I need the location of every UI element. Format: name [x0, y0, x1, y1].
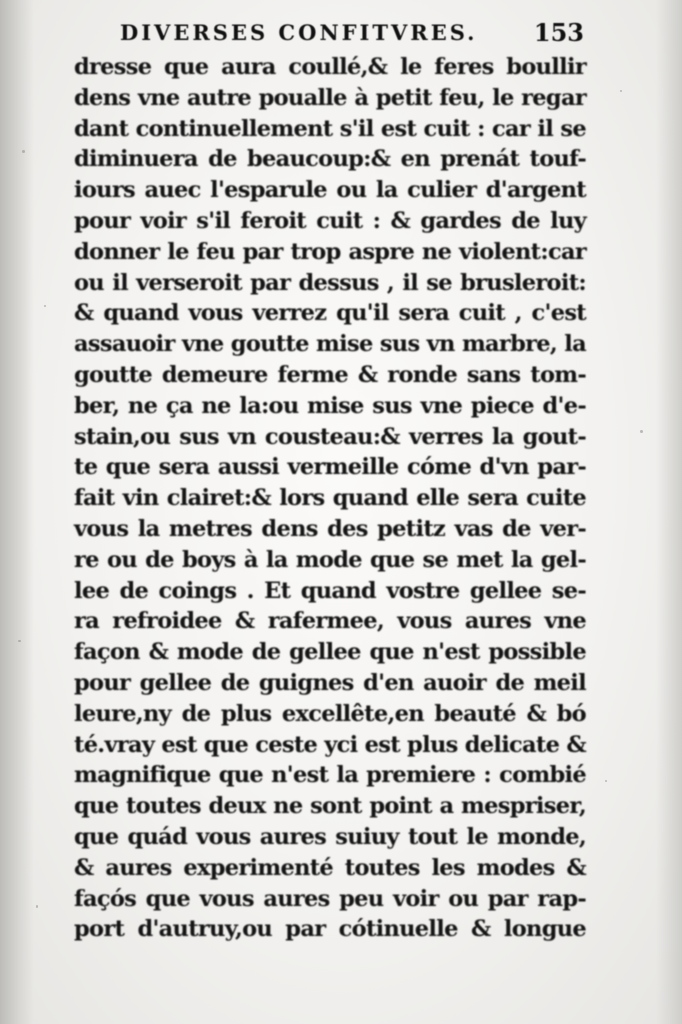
- paper-speck: [22, 150, 25, 153]
- text-line: port d'autruy,ou par cótinuelle & longue: [74, 916, 586, 943]
- text-line: que toutes deux ne sont point a mespriser,: [74, 793, 586, 820]
- paper-speck: [44, 305, 46, 307]
- text-line: assauoir vne goutte mise sus vn marbre, la: [74, 331, 586, 358]
- page-right-edge-shadow: [656, 0, 682, 1024]
- page-left-edge-shadow: [0, 0, 34, 1024]
- text-line: pour gellee de guignes d'en auoir de meil: [74, 669, 586, 696]
- text-line: vous la metres dens des petitz vas de ver-: [74, 515, 586, 542]
- text-line: ra refroidee & rafermee, vous aures vne: [74, 608, 586, 635]
- page-header: [120, 14, 590, 54]
- text-line: pour voir s'il feroit cuit : & gardes de luy: [74, 207, 586, 234]
- page-number: 153: [533, 18, 584, 47]
- text-line: & quand vous verrez qu'il sera cuit , c'est: [74, 300, 586, 327]
- text-line: lee de coings . Et quand vostre gellee se-: [74, 577, 586, 604]
- paper-speck: [36, 905, 38, 908]
- text-line: ber, ne ça ne la:ou mise sus vne piece d'e-: [74, 392, 586, 419]
- paper-speck: [18, 640, 21, 642]
- text-line: magnifique que n'est la premiere : combié: [74, 762, 586, 789]
- text-line: te que sera aussi vermeille cóme d'vn par-: [74, 454, 586, 481]
- running-title: DIVERSES CONFITVRES.: [120, 20, 478, 45]
- body-text: [74, 52, 586, 945]
- text-line: façon & mode de gellee que n'est possible: [74, 639, 586, 666]
- text-line: & aures experimenté toutes les modes &: [74, 854, 586, 881]
- text-line: dant continuellement s'il est cuit : car il se: [74, 115, 586, 142]
- text-line: stain,ou sus vn cousteau:& verres la gout-: [74, 423, 586, 450]
- text-line: leure,ny de plus excellête,en beauté & bó: [74, 700, 586, 727]
- text-line: té.vray est que ceste yci est plus delicate &: [74, 731, 586, 758]
- text-line: que quád vous aures suiuy tout le monde,: [74, 823, 586, 850]
- text-line: iours auec l'esparule ou la culier d'argent: [74, 177, 586, 204]
- text-line: donner le feu par trop aspre ne violent:car: [74, 238, 586, 265]
- text-line: diminuera de beaucoup:& en prenát touf-: [74, 146, 586, 173]
- text-line: dens vne autre poualle à petit feu, le regar: [74, 84, 586, 111]
- text-line: dresse que aura coullé,& le feres boullir: [74, 54, 586, 80]
- text-line: façós que vous aures peu voir ou par rap-: [74, 885, 586, 912]
- paper-speck: [605, 780, 607, 782]
- paper-speck: [640, 430, 643, 433]
- text-line: goutte demeure ferme & ronde sans tom-: [74, 361, 586, 388]
- paper-speck: [620, 90, 622, 92]
- text-line: re ou de boys à la mode que se met la gel-: [74, 546, 586, 573]
- text-line: fait vin clairet:& lors quand elle sera cuite: [74, 485, 586, 512]
- text-line: ou il verseroit par dessus , il se brusleroit:: [74, 269, 586, 296]
